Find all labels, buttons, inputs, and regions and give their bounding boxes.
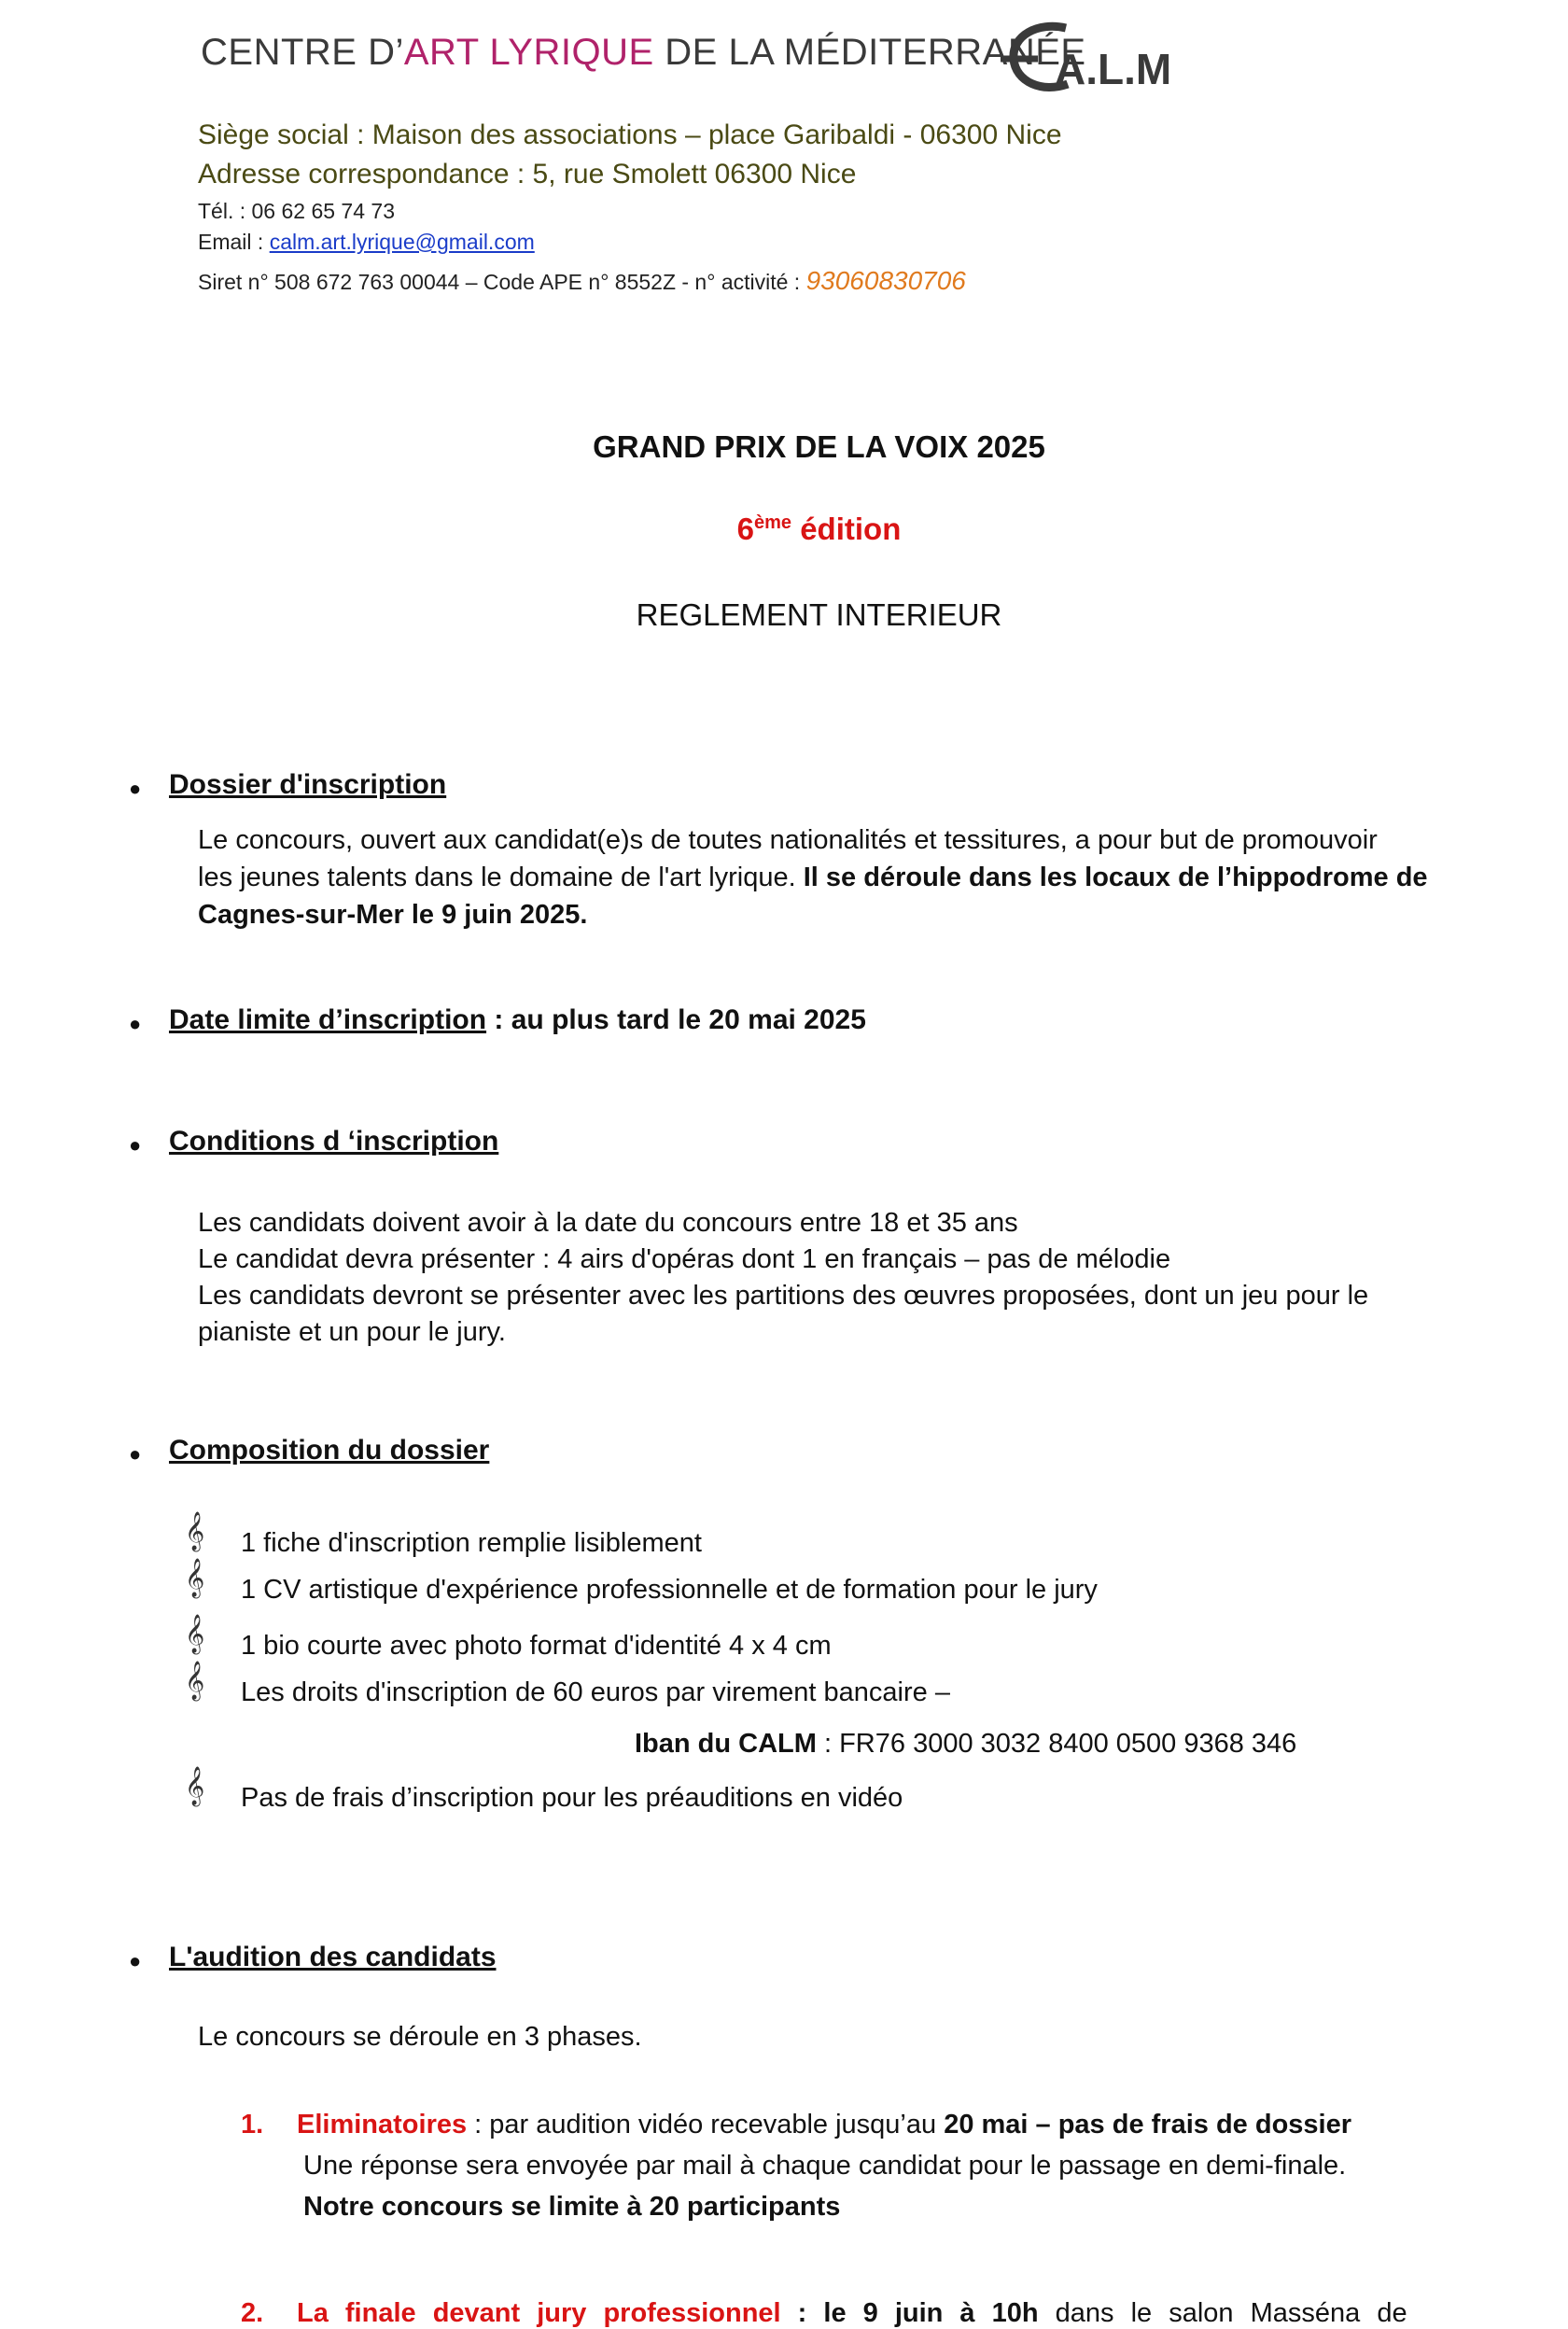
bullet-icon: ● xyxy=(129,1133,142,1157)
organization-name xyxy=(201,32,1086,74)
bullet-icon: ● xyxy=(129,777,142,800)
phase-2-line xyxy=(297,2298,1407,2329)
iban-line xyxy=(635,1729,1296,1760)
logo-text: A.L.M xyxy=(1055,45,1172,93)
conditions-line-2: Le candidat devra présenter : 4 airs d'opéras dont 1 en français – pas de mélodie xyxy=(198,1244,1171,1274)
section-heading-composition: Composition du dossier xyxy=(169,1435,490,1466)
phase-1-number: 1. xyxy=(241,2110,264,2140)
composition-item: Pas de frais d’inscription pour les préauditions en vidéo xyxy=(241,1783,903,1813)
phase-1-line xyxy=(297,2110,1351,2140)
title-part-2: DE LA MÉDITERRANÉE xyxy=(653,32,1086,73)
dossier-line-1: Le concours, ouvert aux candidat(e)s de toutes nationalités et tessitures, a pour but de promouvoir xyxy=(198,825,1378,855)
edition-number: 6 xyxy=(736,512,754,546)
bullet-icon: ● xyxy=(129,1442,142,1466)
treble-clef-icon: 𝄞 xyxy=(185,1559,205,1597)
conditions-line-3: Les candidats devront se présenter avec les partitions des œuvres proposées, dont un jeu pour le xyxy=(198,1281,1369,1311)
title-accent: ART LYRIQUE xyxy=(403,32,654,73)
conditions-line-4: pianiste et un pour le jury. xyxy=(198,1317,506,1347)
phase-1-text: : par audition vidéo recevable jusqu’au xyxy=(467,2110,945,2140)
phase-1-deadline: 20 mai – pas de frais de dossier xyxy=(944,2110,1352,2140)
email-label: Email : xyxy=(198,230,270,254)
dossier-line-2-normal: les jeunes talents dans le domaine de l'art lyrique. xyxy=(198,863,804,892)
audition-intro: Le concours se déroule en 3 phases. xyxy=(198,2022,642,2052)
phase-1-title: Eliminatoires xyxy=(297,2110,468,2140)
section-heading-dossier: Dossier d'inscription xyxy=(169,769,447,800)
dossier-line-2 xyxy=(198,859,1428,896)
edition-word: édition xyxy=(791,512,902,546)
treble-clef-icon: 𝄞 xyxy=(185,1662,205,1700)
siege-address: Siège social : Maison des associations – place Garibaldi - 06300 Nice xyxy=(198,119,1062,150)
iban-label: Iban du CALM xyxy=(635,1729,817,1759)
composition-item: 1 bio courte avec photo format d'identité 4 x 4 cm xyxy=(241,1631,832,1661)
dossier-line-2-bold: Il se déroule dans les locaux de l’hippodrome de xyxy=(803,863,1428,892)
section-heading-conditions: Conditions d ‘inscription xyxy=(169,1126,499,1157)
phase-2-date: : le 9 juin à 10h xyxy=(780,2298,1039,2328)
calm-logo xyxy=(1001,17,1187,101)
correspondence-address: Adresse correspondance : 5, rue Smolett 06300 Nice xyxy=(198,159,857,189)
title-part-1: CENTRE D’ xyxy=(201,32,404,73)
siret-text: Siret n° 508 672 763 00044 – Code APE n° 8552Z - n° activité : xyxy=(198,270,806,294)
date-limit-value: : au plus tard le 20 mai 2025 xyxy=(486,1004,866,1035)
phase-1-line-3: Notre concours se limite à 20 participants xyxy=(303,2192,841,2222)
email-line xyxy=(198,230,535,255)
phase-2-title: La finale devant jury professionnel xyxy=(297,2298,781,2328)
phone: Tél. : 06 62 65 74 73 xyxy=(198,199,395,223)
date-limit-line xyxy=(169,1004,866,1036)
section-heading-date-limite: Date limite d’inscription xyxy=(169,1004,487,1035)
dossier-line-3: Cagnes-sur-Mer le 9 juin 2025. xyxy=(198,900,588,930)
composition-item: 1 CV artistique d'expérience professionnelle et de formation pour le jury xyxy=(241,1575,1098,1605)
composition-item: Les droits d'inscription de 60 euros par virement bancaire – xyxy=(241,1677,950,1707)
conditions-line-1: Les candidats doivent avoir à la date du concours entre 18 et 35 ans xyxy=(198,1208,1018,1238)
edition-suffix: ème xyxy=(754,512,792,533)
siret-line xyxy=(198,266,966,296)
document-title: GRAND PRIX DE LA VOIX 2025 xyxy=(593,429,1045,464)
edition xyxy=(0,512,1568,547)
phase-1-line-2: Une réponse sera envoyée par mail à chaque candidat pour le passage en demi-finale. xyxy=(303,2151,1347,2181)
reglement-title: REGLEMENT INTERIEUR xyxy=(636,597,1002,632)
bullet-icon: ● xyxy=(129,1012,142,1035)
section-heading-audition: L'audition des candidats xyxy=(169,1942,497,1972)
composition-item: 1 fiche d'inscription remplie lisiblement xyxy=(241,1528,702,1558)
phase-2-text: dans le salon Masséna de xyxy=(1038,2298,1407,2328)
treble-clef-icon: 𝄞 xyxy=(185,1767,205,1805)
phase-2-number: 2. xyxy=(241,2298,264,2328)
treble-clef-icon: 𝄞 xyxy=(185,1512,205,1550)
iban-value: : FR76 3000 3032 8400 0500 9368 346 xyxy=(816,1729,1297,1759)
email-link[interactable]: calm.art.lyrique@gmail.com xyxy=(269,230,535,254)
activity-number: 93060830706 xyxy=(805,266,966,295)
treble-clef-icon: 𝄞 xyxy=(185,1615,205,1653)
bullet-icon: ● xyxy=(129,1949,142,1972)
